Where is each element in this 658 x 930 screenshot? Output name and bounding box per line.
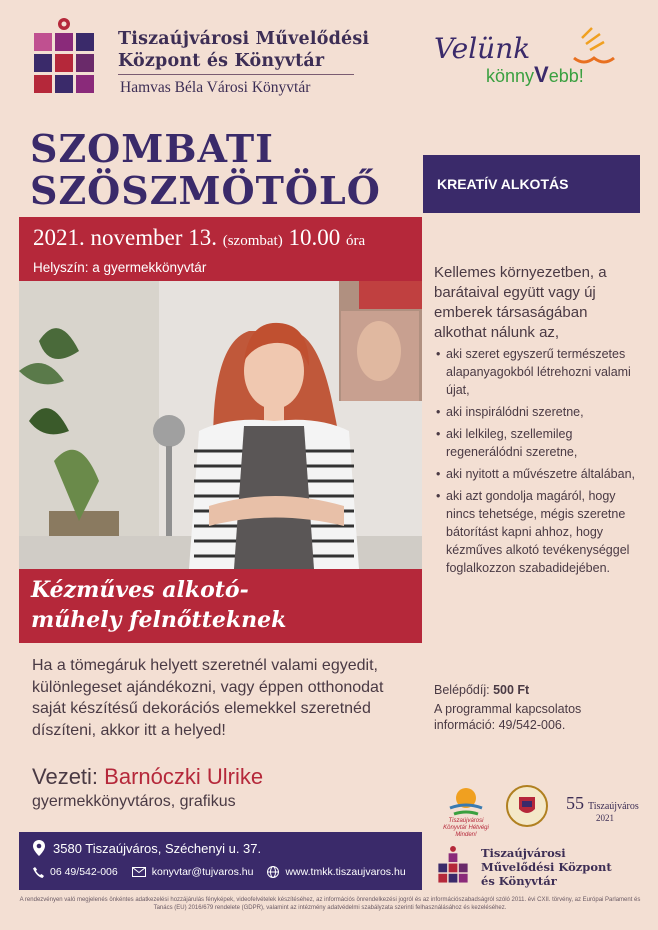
workshop-title-line2: műhely felnőtteknek: [31, 607, 287, 633]
footer-phone[interactable]: [33, 866, 118, 878]
org-title-line1: Tiszaújvárosi Művelődési: [118, 29, 370, 49]
anniversary-town: Tiszaújváros: [588, 801, 639, 812]
event-title-line2: SZÖSZMÖTÖLŐ: [30, 168, 381, 213]
slogan-line2: könnyVebb!: [486, 62, 584, 87]
date-band: [19, 217, 422, 281]
list-item: • aki lelkileg, szellemileg regenerálódni szeretne,: [436, 425, 646, 461]
anniversary-logo: [566, 793, 639, 823]
footer-website[interactable]: [267, 866, 405, 878]
org-title-line2: Központ és Könyvtár: [118, 51, 325, 71]
org-divider: [118, 74, 354, 75]
location-pin-icon: [33, 840, 45, 856]
hero-photo: [19, 281, 422, 569]
anniversary-year: 2021: [596, 813, 614, 823]
slogan-logo: [434, 18, 634, 90]
leader-role: gyermekkönyvtáros, grafikus: [32, 793, 236, 810]
anniversary-number: 55: [566, 793, 584, 813]
category-tag: KREATÍV ALKOTÁS: [423, 155, 640, 213]
footer-email[interactable]: [132, 866, 254, 878]
leader-line: [32, 764, 263, 790]
slogan-line2-part1: könny: [486, 66, 535, 86]
library-weekend-text: Tiszaújvárosi Könyvtár Hétvégi Minden!: [443, 818, 489, 838]
list-item: • aki inspirálódni szeretne,: [436, 403, 646, 421]
footer-address: [33, 840, 261, 856]
phone-text: 06 49/542-006: [50, 866, 118, 878]
event-time-unit: óra: [345, 233, 366, 249]
footer-bar: [19, 832, 422, 890]
footer-org-line1: Tiszaújvárosi: [481, 846, 566, 860]
library-weekend-logo: [440, 784, 492, 838]
audience-list: [436, 345, 646, 581]
workshop-title-line1: Kézműves alkotó-: [31, 577, 249, 603]
event-title: [30, 128, 381, 212]
leader-label: Vezeti:: [32, 764, 99, 789]
entry-fee: [434, 683, 529, 697]
date-line: [33, 225, 422, 254]
email-text: konyvtar@tujvaros.hu: [151, 866, 254, 878]
org-subtitle: Hamvas Béla Városi Könyvtár: [120, 79, 311, 96]
slogan-line1: Velünk: [434, 32, 531, 65]
org-title: [118, 28, 369, 72]
city-crest-icon: [506, 785, 548, 827]
event-date: 2021. november 13.: [33, 225, 217, 250]
website-text: www.tmkk.tiszaujvaros.hu: [285, 866, 406, 878]
event-day: (szombat): [222, 233, 283, 249]
list-item: • aki szeret egyszerű természetes alapanyagokból létrehozni valami újat,: [436, 345, 646, 399]
globe-icon: [267, 866, 279, 878]
leader-name: Barnóczki Ulrike: [104, 764, 264, 789]
invitation-text: Ha a tömegáruk helyett szeretnél valami egyedit, különlegeset ajándékozni, vagy éppen otthonodat saját készítésű dekorációs elemekkel szeretnéd díszíteni, akkor itt a helyed!: [32, 657, 384, 739]
event-title-line1: SZOMBATI: [30, 126, 274, 171]
event-venue: Helyszín: a gyermekkönyvtár: [33, 260, 207, 275]
footer-org-name: [481, 846, 612, 888]
list-item: • aki azt gondolja magáról, hogy nincs tehetsége, mégis szeretne bátorítást kapni ahhoz, hogy kézműves alkotó tevékenységgel foglalkozzon szabadidejében.: [436, 487, 646, 577]
mail-icon: [132, 867, 146, 877]
footer-contacts: [33, 866, 406, 878]
footer-org-line2: Művelődési Központ: [481, 860, 612, 874]
footer-org-logo-icon: [434, 846, 472, 884]
fee-label: Belépődíj:: [434, 683, 490, 697]
list-item: • aki nyitott a művészetre általában,: [436, 465, 646, 483]
fee-value: 500 Ft: [493, 683, 530, 697]
org-logo-icon: [30, 18, 98, 96]
footer-org-line3: és Könyvtár: [481, 874, 557, 888]
address-text: 3580 Tiszaújváros, Széchenyi u. 37.: [53, 840, 262, 856]
intro-text: Kellemes környezetben, a barátaival együtt vagy új emberek társaságában alkothat nálunk az,: [434, 264, 607, 341]
contact-info: A programmal kapcsolatos információ: 49/542-006.: [434, 702, 582, 732]
event-time: 10.00: [288, 225, 341, 250]
slogan-line2-part2: ebb!: [548, 66, 584, 86]
workshop-title: [19, 569, 422, 643]
legal-notice: A rendezvényen való megjelenés önkéntes adatkezelési hozzájárulás fényképek, videofelvételek készítéséhez, az információs önrendelkezési jogról és az információszabadságról szóló 2011. évi CXII. törvény, az Európai Parlament és Tanács (EU) 2016/679 rendelete (GDPR), valamint az intézmény adatvédelmi szabályzata szerinti felhasználásához és kezeléséhez.: [19, 897, 641, 911]
phone-icon: [33, 867, 44, 878]
